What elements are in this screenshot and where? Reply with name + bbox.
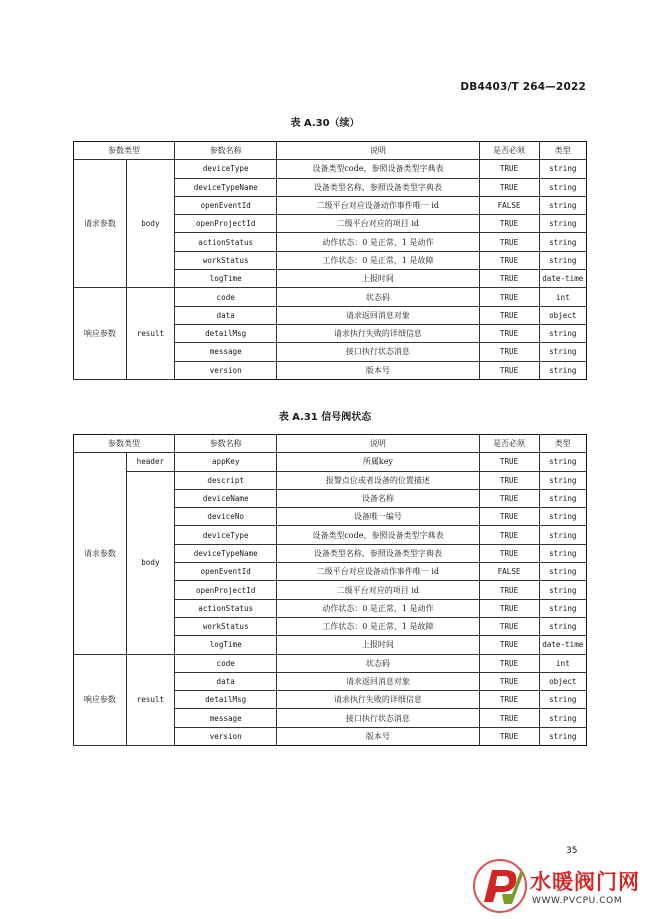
param-name-cell: actionStatus [175,233,277,251]
col-header-required: 是否必须 [479,435,539,453]
col-header-required: 是否必须 [479,142,539,160]
response-params-label: 响应参数 [74,654,127,745]
param-name-cell: code [175,288,277,306]
group-label-header: header [126,453,174,471]
header-row [74,142,587,160]
description-cell: 请求返回消息对象 [277,306,479,324]
param-name-cell: appKey [175,453,277,471]
type-cell: string [539,599,586,617]
table-row [74,471,587,489]
description-cell: 二级平台对应设备动作事件唯一 id [277,563,479,581]
type-cell: string [539,544,586,562]
param-name-cell: openEventId [175,196,277,214]
param-name-cell: deviceTypeName [175,178,277,196]
param-name-cell: workStatus [175,251,277,269]
description-cell: 设备类型code，参照设备类型字典表 [277,160,479,178]
required-cell: TRUE [479,288,539,306]
required-cell: TRUE [479,324,539,342]
required-cell: TRUE [479,306,539,324]
description-cell: 接口执行状态消息 [277,709,479,727]
group-label-body: body [126,160,174,288]
table-row [74,453,587,471]
group-label-result: result [126,654,174,745]
type-cell: int [539,288,586,306]
col-header-param-category: 参数类型 [74,435,175,453]
required-cell: TRUE [479,361,539,379]
required-cell: FALSE [479,563,539,581]
required-cell: TRUE [479,727,539,745]
required-cell: TRUE [479,581,539,599]
required-cell: TRUE [479,489,539,507]
type-cell: object [539,672,586,690]
required-cell: TRUE [479,453,539,471]
table-row [74,288,587,306]
param-table-a30 [73,141,587,380]
description-cell: 设备类型名称，参照设备类型字典表 [277,178,479,196]
param-table-a31 [73,434,587,746]
required-cell: TRUE [479,672,539,690]
required-cell: TRUE [479,215,539,233]
param-name-cell: data [175,672,277,690]
description-cell: 动作状态：0 是正常，1 是动作 [277,599,479,617]
param-name-cell: deviceType [175,526,277,544]
param-name-cell: code [175,654,277,672]
param-name-cell: logTime [175,270,277,288]
description-cell: 状态码 [277,654,479,672]
description-cell: 设备唯一编号 [277,508,479,526]
description-cell: 请求执行失败的详细信息 [277,324,479,342]
param-name-cell: logTime [175,636,277,654]
document-id: DB4403/T 264—2022 [460,81,586,93]
description-cell: 工作状态：0 是正常，1 是故障 [277,251,479,269]
description-cell: 设备名称 [277,489,479,507]
type-cell: string [539,361,586,379]
param-name-cell: openProjectId [175,581,277,599]
required-cell: TRUE [479,251,539,269]
param-name-cell: detailMsg [175,691,277,709]
description-cell: 请求返回消息对象 [277,672,479,690]
required-cell: TRUE [479,160,539,178]
type-cell: object [539,306,586,324]
param-name-cell: workStatus [175,617,277,635]
col-header-param-name: 参数名称 [175,435,277,453]
description-cell: 动作状态：0 是正常，1 是动作 [277,233,479,251]
type-cell: date-time [539,270,586,288]
type-cell: string [539,233,586,251]
type-cell: string [539,178,586,196]
table-row [74,654,587,672]
param-name-cell: message [175,343,277,361]
request-params-label: 请求参数 [74,453,127,654]
type-cell: string [539,196,586,214]
description-cell: 设备类型code，参照设备类型字典表 [277,526,479,544]
type-cell: date-time [539,636,586,654]
group-label-result: result [126,288,174,379]
param-name-cell: detailMsg [175,324,277,342]
required-cell: TRUE [479,343,539,361]
description-cell: 二级平台对应设备动作事件唯一 id [277,196,479,214]
group-label-body: body [126,471,174,654]
watermark [472,858,644,914]
type-cell: string [539,508,586,526]
type-cell: string [539,727,586,745]
required-cell: TRUE [479,270,539,288]
description-cell: 上报时间 [277,270,479,288]
param-name-cell: openEventId [175,563,277,581]
type-cell: string [539,453,586,471]
table-caption-a30: 表 A.30（续） [290,118,360,129]
type-cell: int [539,654,586,672]
param-name-cell: deviceName [175,489,277,507]
required-cell: TRUE [479,691,539,709]
header-row [74,435,587,453]
request-params-label: 请求参数 [74,160,127,288]
col-header-description: 说明 [277,142,479,160]
required-cell: TRUE [479,526,539,544]
description-cell: 设备类型名称，参照设备类型字典表 [277,544,479,562]
col-header-description: 说明 [277,435,479,453]
required-cell: TRUE [479,654,539,672]
type-cell: string [539,251,586,269]
param-name-cell: data [175,306,277,324]
param-name-cell: version [175,727,277,745]
description-cell: 版本号 [277,727,479,745]
watermark-url: WWW.PVCPU.COM [532,896,623,906]
param-name-cell: deviceType [175,160,277,178]
required-cell: TRUE [479,617,539,635]
type-cell: string [539,709,586,727]
pv-logo-icon [472,858,528,914]
param-name-cell: message [175,709,277,727]
type-cell: string [539,617,586,635]
required-cell: TRUE [479,709,539,727]
watermark-name: 水暖阀门网 [530,870,640,894]
required-cell: TRUE [479,636,539,654]
type-cell: string [539,489,586,507]
description-cell: 接口执行状态消息 [277,343,479,361]
description-cell: 二级平台对应的项目 id [277,215,479,233]
type-cell: string [539,691,586,709]
col-header-type: 类型 [539,435,586,453]
type-cell: string [539,563,586,581]
required-cell: TRUE [479,508,539,526]
page-number: 35 [566,846,578,856]
table-caption-a31: 表 A.31 信号阀状态 [278,412,372,423]
description-cell: 工作状态：0 是正常，1 是故障 [277,617,479,635]
type-cell: string [539,324,586,342]
description-cell: 版本号 [277,361,479,379]
table-row [74,160,587,178]
response-params-label: 响应参数 [74,288,127,379]
type-cell: string [539,581,586,599]
type-cell: string [539,471,586,489]
description-cell: 报警点位或者设备的位置描述 [277,471,479,489]
param-name-cell: deviceTypeName [175,544,277,562]
col-header-param-category: 参数类型 [74,142,175,160]
col-header-param-name: 参数名称 [175,142,277,160]
required-cell: TRUE [479,471,539,489]
param-name-cell: openProjectId [175,215,277,233]
required-cell: TRUE [479,544,539,562]
required-cell: TRUE [479,233,539,251]
param-name-cell: deviceNo [175,508,277,526]
type-cell: string [539,160,586,178]
description-cell: 所属key [277,453,479,471]
param-name-cell: descript [175,471,277,489]
param-name-cell: actionStatus [175,599,277,617]
type-cell: string [539,343,586,361]
description-cell: 请求执行失败的详细信息 [277,691,479,709]
col-header-type: 类型 [539,142,586,160]
required-cell: TRUE [479,178,539,196]
required-cell: TRUE [479,599,539,617]
param-name-cell: version [175,361,277,379]
type-cell: string [539,526,586,544]
description-cell: 状态码 [277,288,479,306]
description-cell: 二级平台对应的项目 id [277,581,479,599]
description-cell: 上报时间 [277,636,479,654]
type-cell: string [539,215,586,233]
required-cell: FALSE [479,196,539,214]
